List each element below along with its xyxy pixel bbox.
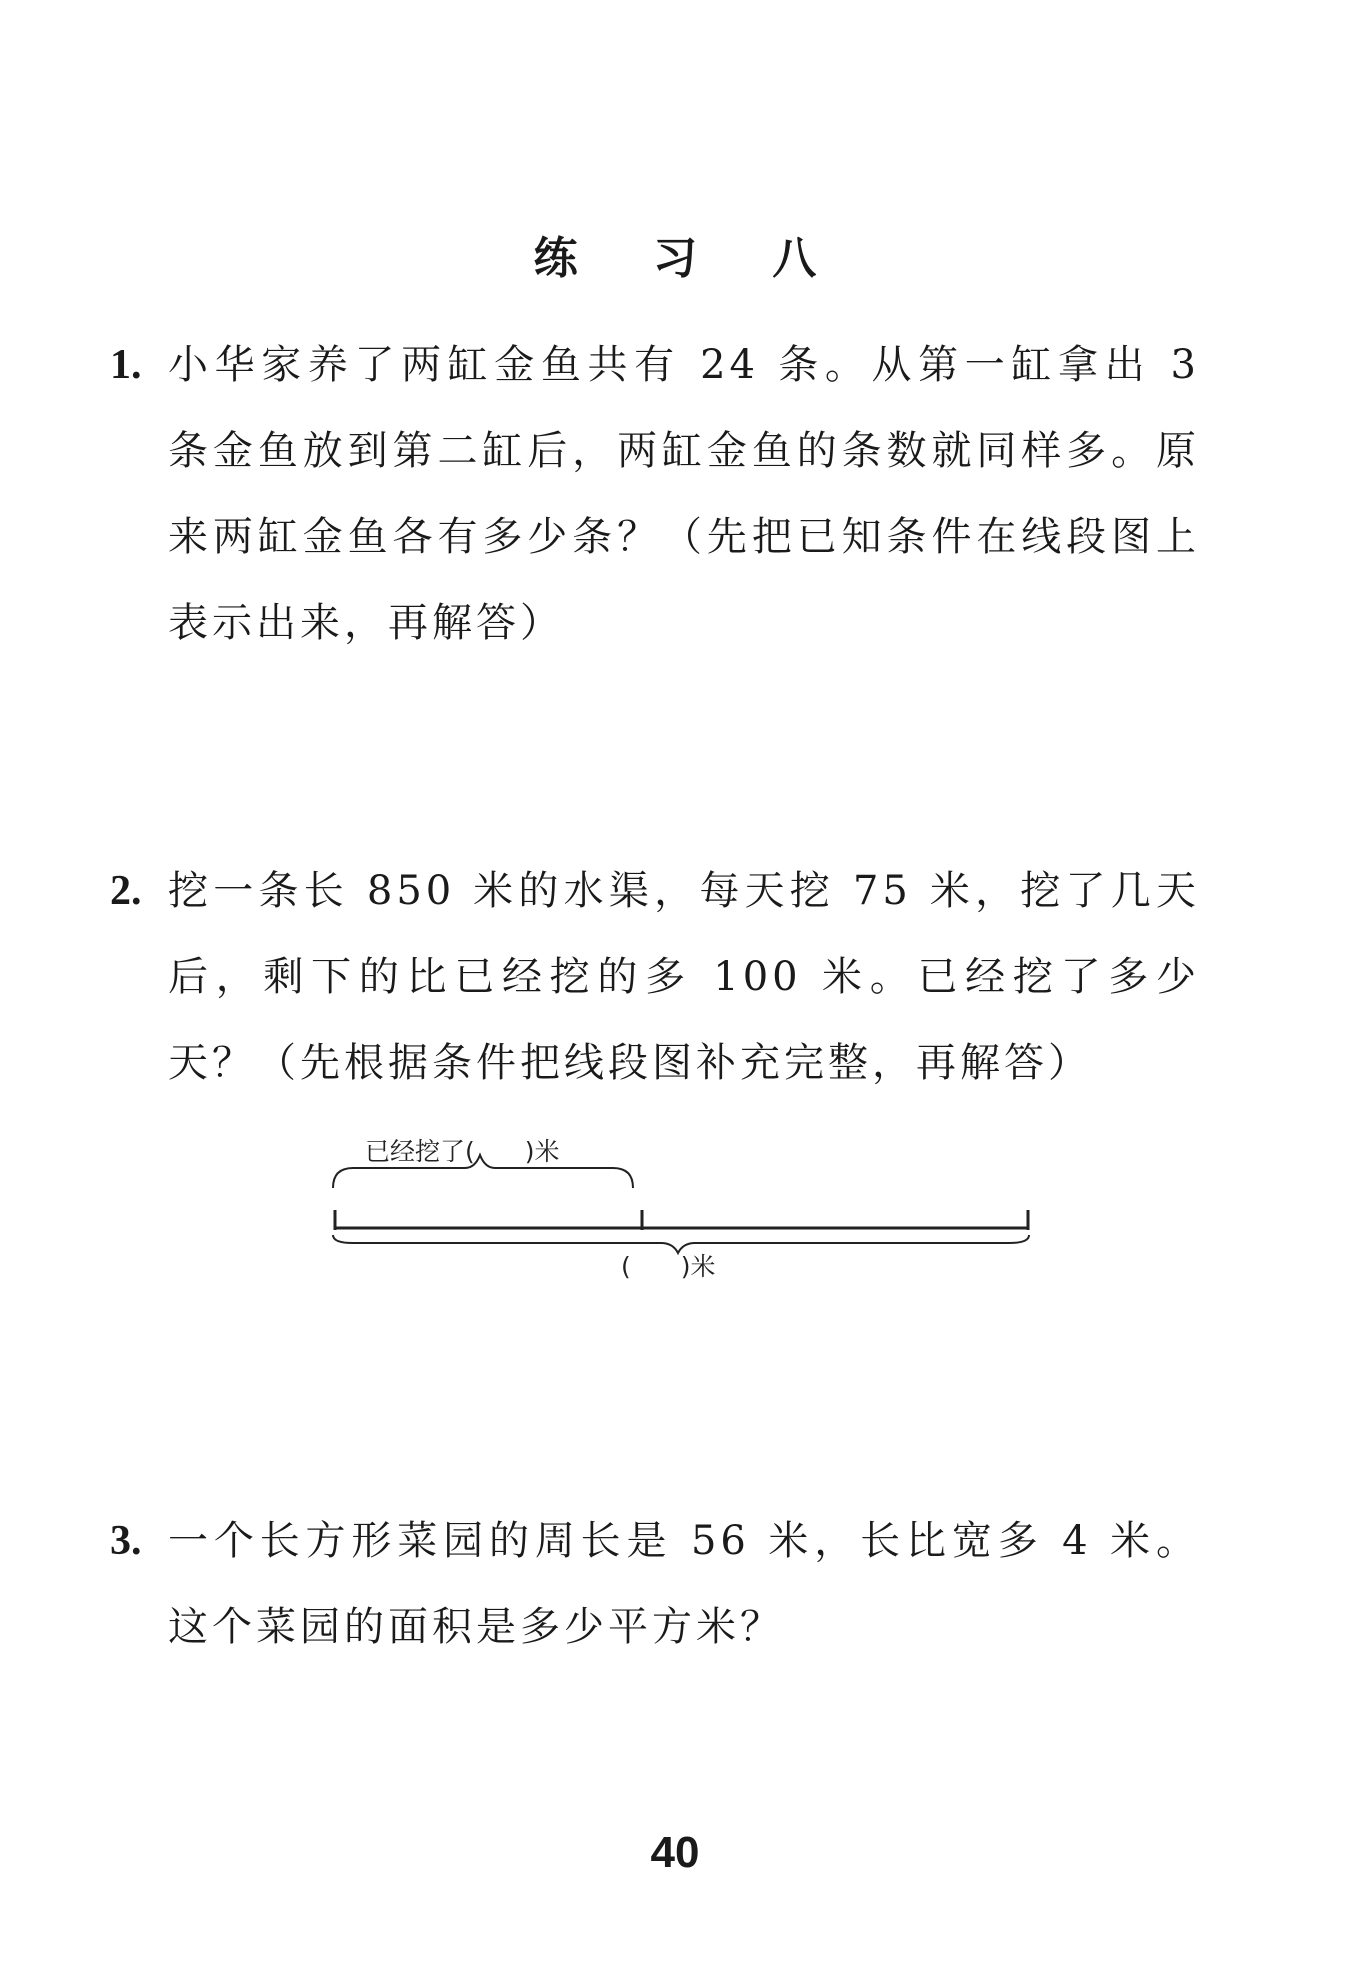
problem-number: 1. [110, 342, 142, 388]
line-segment-diagram [325, 1125, 1045, 1305]
dug-length-label: 已经挖了( )米 [365, 1137, 560, 1166]
problem-3 [110, 1498, 1200, 1670]
problem-number: 2. [110, 868, 142, 914]
problem-text: 小华家养了两缸金鱼共有 24 条。从第一缸拿出 3 条金鱼放到第二缸后，两缸金鱼的条数就同样多。原来两缸金鱼各有多少条？（先把已知条件在线段图上表示出来，再解答） [168, 342, 1200, 646]
total-length-label: ( )米 [621, 1252, 716, 1281]
problem-text: 挖一条长 850 米的水渠，每天挖 75 米，挖了几天后，剩下的比已经挖的多 100 米。已经挖了多少天？（先根据条件把线段图补充完整，再解答） [168, 868, 1200, 1086]
problem-2 [110, 848, 1200, 1106]
exercise-title: 练 习 八 [533, 233, 847, 284]
problem-text: 一个长方形菜园的周长是 56 米，长比宽多 4 米。这个菜园的面积是多少平方米？ [168, 1518, 1200, 1650]
problem-number: 3. [110, 1518, 142, 1564]
page-number: 40 [650, 1828, 700, 1877]
problem-1 [110, 322, 1200, 666]
